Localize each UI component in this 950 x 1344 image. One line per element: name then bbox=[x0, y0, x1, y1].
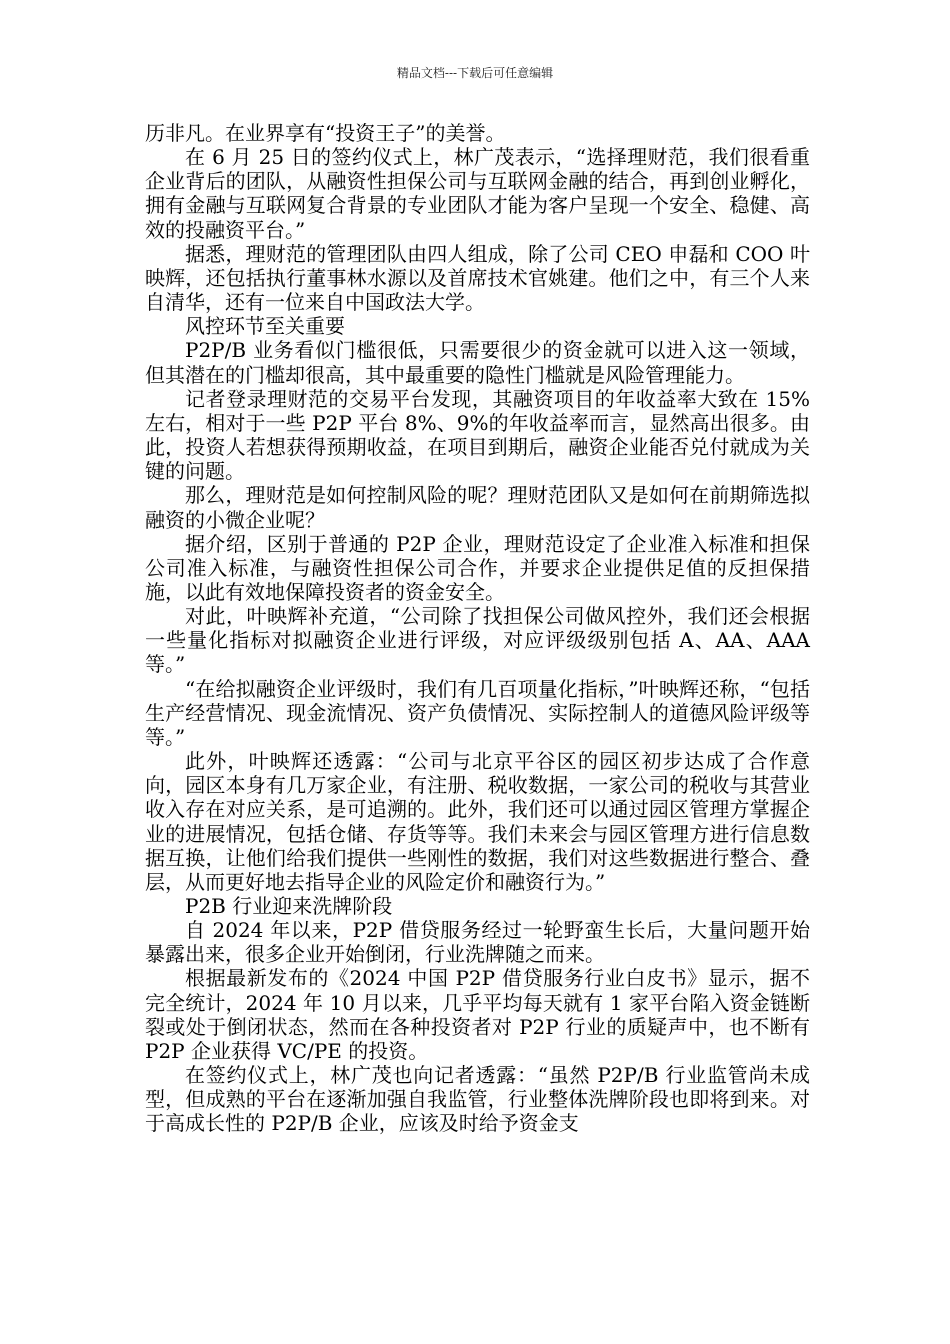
paragraph: 那么，理财范是如何控制风险的呢？理财范团队又是如何在前期筛选拟融资的小微企业呢？ bbox=[145, 483, 810, 532]
paragraph: P2P/B 业务看似门槛很低，只需要很少的资金就可以进入这一领域，但其潜在的门槛却很高，其中最重要的隐性门槛就是风险管理能力。 bbox=[145, 338, 810, 387]
paragraph: 在 6 月 25 日的签约仪式上，林广茂表示，“选择理财范，我们很看重企业背后的团队，从融资性担保公司与互联网金融的结合，再到创业孵化，拥有金融与互联网复合背景的专业团队才能为客户呈现一个安全、稳健、高效的投融资平台。” bbox=[145, 145, 810, 242]
paragraph: 此外，叶映辉还透露：“公司与北京平谷区的园区初步达成了合作意向，园区本身有几万家企业，有注册、税收数据，一家公司的税收与其营业收入存在对应关系，是可追溯的。此外，我们还可以通过园区管理方掌握企业的进展情况，包括仓储、存货等等。我们未来会与园区管理方进行信息数据互换，让他们给我们提供一些刚性的数据，我们对这些数据进行整合、叠层，从而更好地去指导企业的风险定价和融资行为。” bbox=[145, 749, 810, 894]
page-header: 精品文档---下载后可任意编辑 bbox=[396, 66, 554, 80]
paragraph: 据介绍，区别于普通的 P2P 企业，理财范设定了企业准入标准和担保公司准入标准，与融资性担保公司合作，并要求企业提供足值的反担保措施，以此有效地保障投资者的资金安全。 bbox=[145, 531, 810, 604]
paragraph: 自 2024 年以来，P2P 借贷服务经过一轮野蛮生长后，大量问题开始暴露出来，很多企业开始倒闭，行业洗牌随之而来。 bbox=[145, 918, 810, 967]
paragraph: 历非凡。在业界享有“投资王子”的美誉。 bbox=[145, 121, 506, 145]
paragraph: 在签约仪式上，林广茂也向记者透露：“虽然 P2P/B 行业监管尚未成型，但成熟的平台在逐渐加强自我监管，行业整体洗牌阶段也即将到来。对于高成长性的 P2P/B 企业，应该及时给予资金支 bbox=[145, 1063, 810, 1136]
paragraph: 根据最新发布的《2024 中国 P2P 借贷服务行业白皮书》显示，据不完全统计，2024 年 10 月以来，几乎平均每天就有 1 家平台陷入资金链断裂或处于倒闭状态，然而在各种投资者对 P2P 行业的质疑声中，也不断有 P2P 企业获得 VC/PE 的投资。 bbox=[145, 966, 810, 1063]
paragraph: 据悉，理财范的管理团队由四人组成，除了公司 CEO 申磊和 COO 叶映辉，还包括执行董事林水源以及首席技术官姚建。他们之中，有三个人来自清华，还有一位来自中国政法大学。 bbox=[145, 241, 810, 315]
section-heading: P2B 行业迎来洗牌阶段 bbox=[185, 894, 393, 918]
paragraph: 对此，叶映辉补充道，“公司除了找担保公司做风控外，我们还会根据一些量化指标对拟融资企业进行评级，对应评级级别包括 A、AA、AAA 等。” bbox=[145, 604, 810, 677]
paragraph: “在给拟融资企业评级时，我们有几百项量化指标，”叶映辉还称，“包括生产经营情况、现金流情况、资产负债情况、实际控制人的道德风险评级等等。” bbox=[145, 676, 810, 749]
paragraph: 记者登录理财范的交易平台发现，其融资项目的年收益率大致在 15%左右，相对于一些 P2P 平台 8%、9%的年收益率而言，显然高出很多。由此，投资人若想获得预期收益，在项目到期后，融资企业能否兑付就成为关键的问题。 bbox=[145, 386, 810, 484]
section-heading: 风控环节至关重要 bbox=[185, 314, 345, 339]
document-body bbox=[145, 121, 810, 1136]
